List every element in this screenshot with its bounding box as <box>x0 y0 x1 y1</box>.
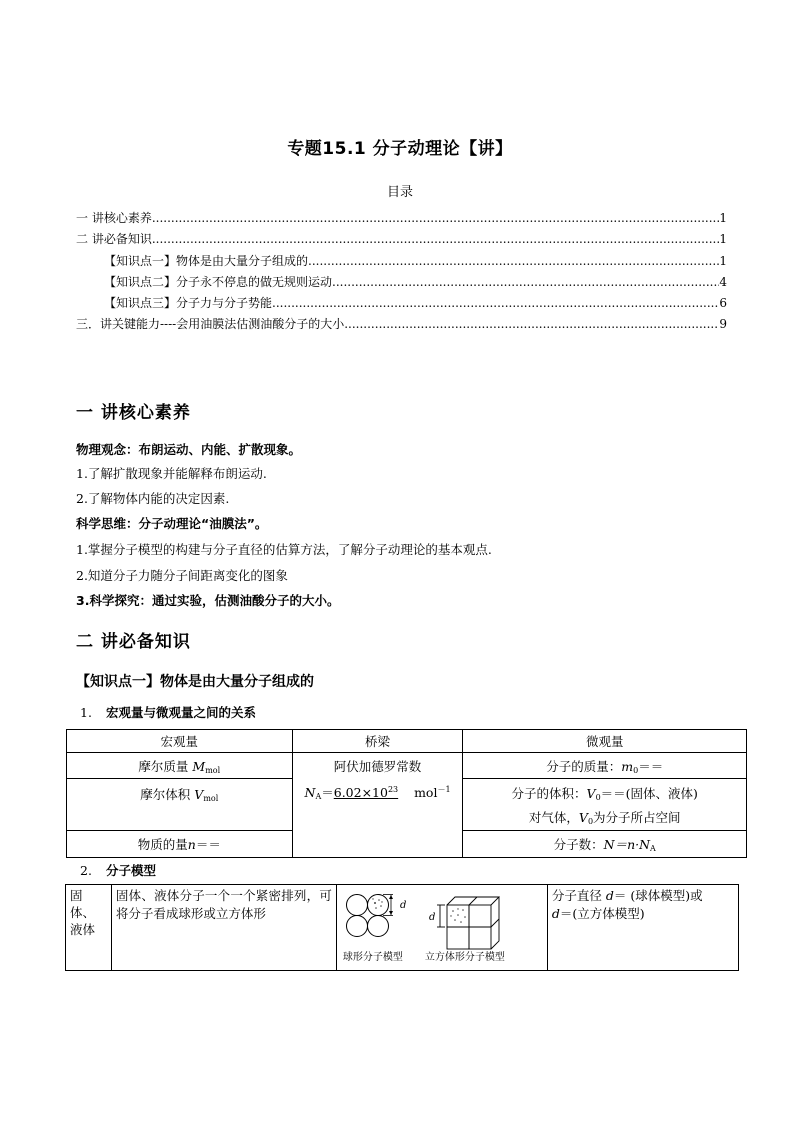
inquiry-item: 3.科学探究：通过实验，估测油酸分子的大小。 <box>76 593 340 608</box>
toc-page-number: 4 <box>719 275 727 289</box>
concept-item-1: 1.了解扩散现象并能解释布朗运动. <box>76 466 267 481</box>
amount-cell: 物质的量n＝＝ <box>67 831 293 858</box>
toc-leader <box>344 315 719 333</box>
model-figure-cell <box>336 885 547 971</box>
toc-entry-text: 【知识点二】分子永不停息的做无规则运动 <box>104 275 333 289</box>
toc-page-number: 1 <box>719 211 727 225</box>
molecule-volume-cell <box>463 779 747 831</box>
sphere-d-label: d <box>399 900 407 911</box>
avogadro-name: 阿伏加德罗常数 <box>333 759 422 774</box>
subsection-2 <box>80 861 156 879</box>
table-header: 微观量 <box>463 730 747 753</box>
table-header: 宏观量 <box>67 730 293 753</box>
cube-dots <box>450 908 466 923</box>
toc-entry[interactable] <box>76 209 727 227</box>
avogadro-value: $N_A=6.02\times 10^{23}$ mol$^{-1}$ <box>304 785 451 801</box>
subsection-1 <box>80 703 256 721</box>
macro-micro-table <box>66 729 747 858</box>
molar-volume-cell: 摩尔体积 $V_{mol}$ <box>67 779 293 831</box>
molar-mass-cell: 摩尔质量 $M_{mol}$ <box>67 753 293 779</box>
molecule-model-table <box>65 884 739 971</box>
subsection-number: 1. <box>80 705 92 720</box>
toc-leader <box>272 294 719 312</box>
knowledge-point-1: 【知识点一】物体是由大量分子组成的 <box>76 674 314 690</box>
toc-page-number: 9 <box>719 317 727 331</box>
state-cell: 固体、液体 <box>66 885 112 971</box>
toc-entry-text: 【知识点一】物体是由大量分子组成的 <box>104 254 309 268</box>
toc-leader <box>152 209 720 227</box>
table-header: 桥梁 <box>292 730 463 753</box>
toc-page-number: 1 <box>719 232 727 246</box>
thinking-label: 科学思维：分子动理论“油膜法”。 <box>76 516 268 531</box>
thinking-item-2: 2.知道分子力随分子间距离变化的图象 <box>76 568 288 583</box>
avogadro-cell <box>292 753 463 858</box>
document-title: 专题15.1 分子动理论【讲】 <box>287 139 513 159</box>
toc-entry[interactable] <box>76 315 727 333</box>
toc-entry[interactable] <box>104 294 727 312</box>
toc-entry-text: 一 讲核心素养 <box>76 211 152 225</box>
thinking-item-1: 1.掌握分子模型的构建与分子直径的估算方法，了解分子动理论的基本观点. <box>76 542 492 557</box>
toc-entry[interactable] <box>104 273 727 291</box>
toc-leader <box>152 230 720 248</box>
gas-volume-line: 对气体，$V_0$为分子所占空间 <box>528 809 681 826</box>
toc-entry[interactable] <box>76 230 727 248</box>
subsection-number: 2. <box>80 863 92 878</box>
subsection-title: 分子模型 <box>105 863 156 878</box>
diameter-cell: 分子直径 d＝ (球体模型)或 d＝(立方体模型) <box>547 885 738 971</box>
toc-page-number: 1 <box>719 254 727 268</box>
concept-label: 物理观念：布朗运动、内能、扩散现象。 <box>76 442 302 457</box>
cube-model-icon <box>437 897 499 949</box>
section-heading-knowledge: 二 讲必备知识 <box>76 632 191 652</box>
cube-model-caption: 立方体形分子模型 <box>424 952 505 963</box>
cube-d-label: d <box>428 912 436 923</box>
description-cell: 固体、液体分子一个一个紧密排列，可将分子看成球形或立方体形 <box>111 885 336 971</box>
molecule-mass-cell: 分子的质量：$m_0==$ <box>463 753 747 779</box>
toc-leader <box>308 252 719 270</box>
sphere-model-caption: 球形分子模型 <box>342 952 403 963</box>
toc-leader <box>332 273 719 291</box>
section-heading-core: 一 讲核心素养 <box>76 403 191 423</box>
subsection-title: 宏观量与微观量之间的关系 <box>105 705 256 720</box>
molecule-volume-line: 分子的体积：$V_0==$(固体、液体) <box>511 785 698 802</box>
toc-page-number: 6 <box>719 296 727 310</box>
molecule-count-cell: 分子数：$N=n\cdot N_A$ <box>463 831 747 858</box>
toc-entry-text: 【知识点三】分子力与分子势能 <box>104 296 273 310</box>
concept-item-2: 2.了解物体内能的决定因素. <box>76 491 230 506</box>
toc-entry[interactable] <box>104 252 727 270</box>
sphere-model-icon <box>346 895 393 937</box>
toc-heading: 目录 <box>386 185 413 200</box>
toc-entry-text: 三．讲关键能力----会用油膜法估测油酸分子的大小 <box>76 317 345 331</box>
toc-entry-text: 二 讲必备知识 <box>76 232 152 246</box>
